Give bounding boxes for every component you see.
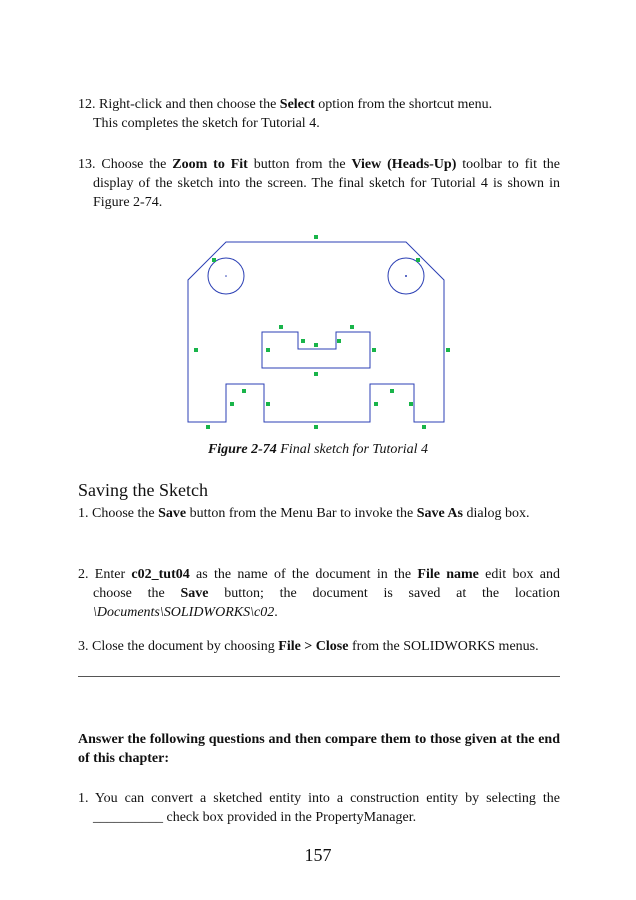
marker [350, 325, 354, 329]
marker [279, 325, 283, 329]
marker [206, 425, 210, 429]
marker [212, 258, 216, 262]
save-step-1 [78, 504, 560, 523]
step-12-text: 12. Right-click and then choose the Select option from the shortcut menu. [78, 97, 493, 112]
marker [194, 348, 198, 352]
marker [446, 348, 450, 352]
marker [422, 425, 426, 429]
hole-centers [225, 275, 407, 277]
marker [374, 402, 378, 406]
marker [314, 235, 318, 239]
questions-intro: Answer the following questions and then compare them to those given at the end of this chapter: [78, 732, 560, 766]
hole-center [405, 275, 407, 277]
divider [78, 676, 560, 677]
outer-profile [188, 242, 444, 422]
section-heading: Saving the Sketch [78, 480, 208, 500]
save-step-1-text: 1. Choose the Save button from the Menu Bar to invoke the Save As dialog box. [78, 506, 530, 521]
marker [409, 402, 413, 406]
save-step-3 [78, 637, 560, 656]
marker [372, 348, 376, 352]
save-step-2-text: 2. Enter c02_tut04 as the name of the document in the File name edit box and choose the Save button; the document is saved at the location \Documents\SOLIDWORKS\c02. [78, 567, 560, 620]
step-12 [78, 95, 560, 133]
marker [266, 402, 270, 406]
sketch-outline [188, 242, 444, 422]
marker [390, 389, 394, 393]
question-1 [78, 789, 560, 827]
relation-markers [194, 235, 450, 429]
sketch-figure [184, 232, 454, 430]
marker [337, 339, 341, 343]
step-13 [78, 155, 560, 212]
inner-slot [262, 332, 370, 368]
page-number: 157 [304, 845, 332, 865]
marker [301, 339, 305, 343]
step-12-text-cont: This completes the sketch for Tutorial 4. [93, 116, 320, 131]
marker [416, 258, 420, 262]
step-13-text: 13. Choose the Zoom to Fit button from the View (Heads-Up) toolbar to fit the display of the sketch into the screen. The final sketch for Tutorial 4 is shown in Figure 2-74. [78, 157, 561, 210]
question-1-text: 1. You can convert a sketched entity into a construction entity by selecting the __________ check box provided in the PropertyManager. [78, 791, 560, 825]
save-step-3-text: 3. Close the document by choosing File > Close from the SOLIDWORKS menus. [78, 639, 539, 654]
marker [242, 389, 246, 393]
marker [314, 372, 318, 376]
marker [314, 425, 318, 429]
hole-center [225, 275, 227, 277]
answer-blank: __________ [93, 810, 163, 825]
marker [314, 343, 318, 347]
figure-caption: Figure 2-74 Final sketch for Tutorial 4 [207, 442, 429, 457]
save-step-2 [78, 565, 560, 622]
marker [266, 348, 270, 352]
marker [230, 402, 234, 406]
